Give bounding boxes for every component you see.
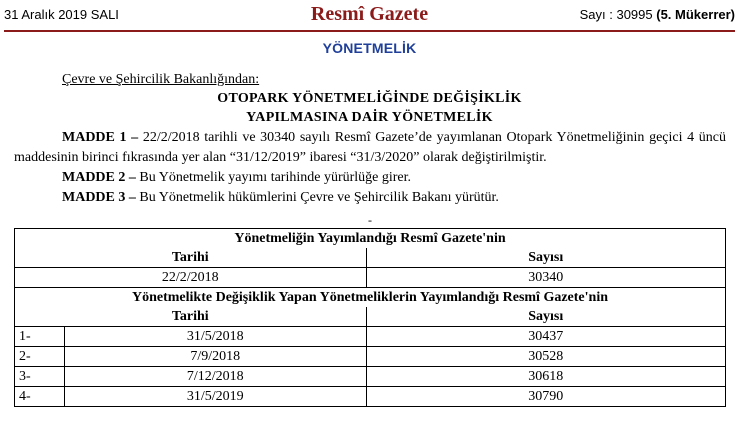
- table-heading-row: [15, 229, 726, 249]
- gazette-header: [4, 0, 735, 30]
- row-index: 3-: [15, 367, 65, 387]
- table-row: [15, 387, 726, 407]
- article-1-label: MADDE 1 –: [62, 130, 139, 145]
- amendment-number: 30790: [366, 387, 725, 407]
- issuing-authority: Çevre ve Şehircilik Bakanlığından:: [62, 72, 260, 87]
- article-3: [14, 188, 726, 208]
- article-2-label: MADDE 2 –: [62, 170, 136, 185]
- amendment-number: 30528: [366, 347, 725, 367]
- amendment-date: 31/5/2019: [64, 387, 366, 407]
- table-row: [15, 268, 726, 288]
- section-title: YÖNETMELİK: [322, 40, 417, 56]
- table-row: [15, 327, 726, 347]
- issue-number: [580, 7, 735, 22]
- column-header-date: Tarihi: [15, 307, 367, 327]
- article-3-text: Bu Yönetmelik hükümlerini Çevre ve Şehircilik Bakanı yürütür.: [139, 190, 499, 205]
- table-header-row: [15, 248, 726, 268]
- row-index: 1-: [15, 327, 65, 347]
- table-row: [15, 347, 726, 367]
- column-header-number: Sayısı: [366, 307, 725, 327]
- row-index: 2-: [15, 347, 65, 367]
- publication-history-table: [14, 228, 726, 407]
- table-heading-original: Yönetmeliğin Yayımlandığı Resmî Gazete'nin: [15, 229, 726, 249]
- article-2: [14, 168, 726, 188]
- article-1: [14, 128, 726, 168]
- amendment-number: 30618: [366, 367, 725, 387]
- issue-label: Sayı : 30995: [579, 7, 653, 22]
- article-2-text: Bu Yönetmelik yayımı tarihinde yürürlüğe girer.: [139, 170, 412, 185]
- header-divider: [4, 30, 735, 32]
- gazette-title: Resmî Gazete: [310, 3, 429, 25]
- row-index: 4-: [15, 387, 65, 407]
- column-header-date: Tarihi: [15, 248, 367, 268]
- regulation-title-line-1: OTOPARK YÖNETMELİĞİNDE DEĞİŞİKLİK: [217, 91, 522, 106]
- table-row: [15, 367, 726, 387]
- column-header-number: Sayısı: [366, 248, 725, 268]
- original-date: 22/2/2018: [15, 268, 367, 288]
- amendment-number: 30437: [366, 327, 725, 347]
- amendment-date: 7/9/2018: [64, 347, 366, 367]
- table-header-row: [15, 307, 726, 327]
- amendment-date: 7/12/2018: [64, 367, 366, 387]
- article-3-label: MADDE 3 –: [62, 190, 136, 205]
- separator-dash: -: [368, 213, 372, 227]
- table-heading-row: [15, 288, 726, 308]
- regulation-title-line-2: YAPILMASINA DAİR YÖNETMELİK: [246, 110, 493, 125]
- issue-date: 31 Aralık 2019 SALI: [4, 7, 119, 22]
- amendment-date: 31/5/2018: [64, 327, 366, 347]
- table-heading-amendments: Yönetmelikte Değişiklik Yapan Yönetmeliklerin Yayımlandığı Resmî Gazete'nin: [15, 288, 726, 308]
- article-1-text: 22/2/2018 tarihli ve 30340 sayılı Resmî Gazete’de yayımlanan Otopark Yönetmeliğinin geçici 4 üncü maddesinin birinci fıkrasında yer alan “31/12/2019” ibaresi “31/3/2020” olarak değiştirilmiştir.: [14, 130, 727, 165]
- issue-extra: (5. Mükerrer): [656, 7, 735, 22]
- original-number: 30340: [366, 268, 725, 288]
